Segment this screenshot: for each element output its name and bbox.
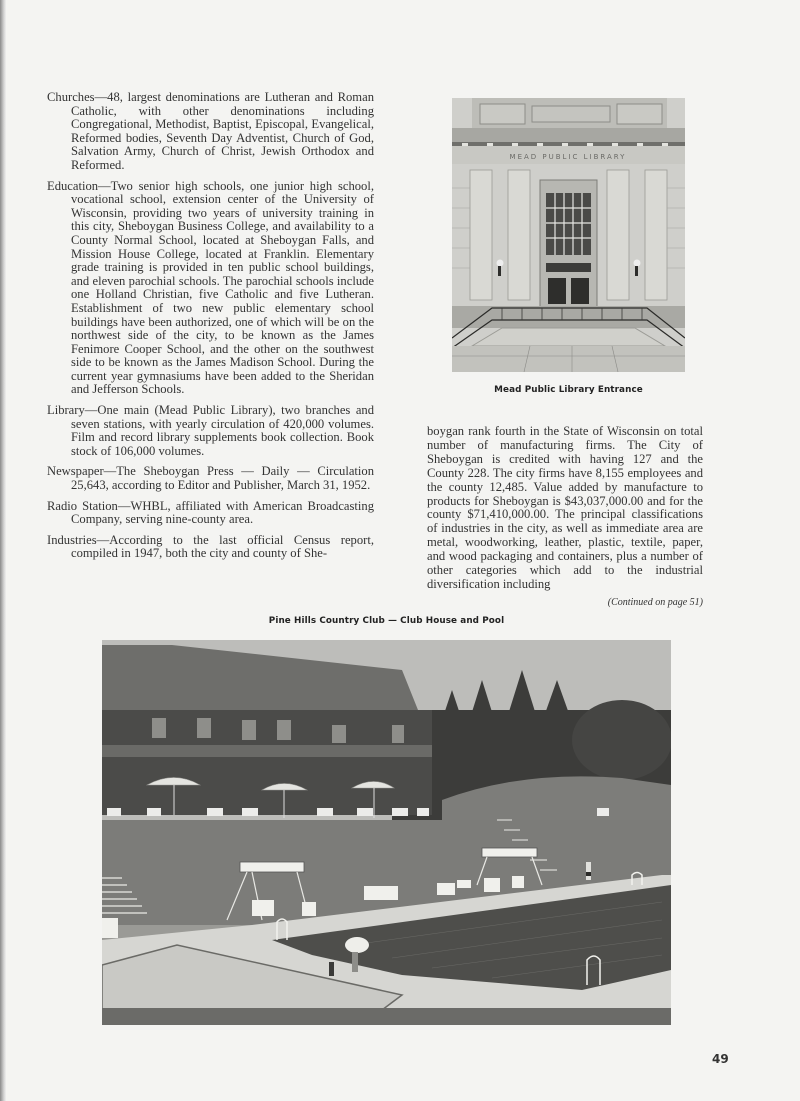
left-text-column: [47, 91, 374, 568]
page-gutter-shadow: [0, 0, 6, 1101]
entry-library: Library—One main (Mead Public Library), two branches and seven stations, with yearly circulation of 420,000 volumes. Film and record library supplements book collection. Book stock of 106,000 volumes.: [47, 403, 374, 458]
entry-churches: Churches—48, largest denominations are Lutheran and Roman Catholic, with other denominations including Congregational, Methodist, Baptist, Episcopal, Evangelical, Reformed bodies, Seventh Day Adventist, Church of God, Salvation Army, Church of Christ, Jewish Orthodox and Reformed.: [47, 90, 374, 172]
library-entrance-photo: [452, 98, 685, 372]
entry-education: Education—Two senior high schools, one junior high school, vocational school, extension center of the University of Wisconsin, providing two years of university training in this city, Sheboygan Business College, and availability to a County Normal School, located at Sheboygan Falls, and Mission House College, located at Franklin. Elementary grade training is provided in ten public school buildings, and eleven parochial schools. The parochial schools include one Holland Christian, five Catholic and five Lutheran. Establishment of two new public elementary school buildings have been authorized, one of which will be on the northwest side of the city, to be known as the James Fenimore Cooper School, and the other on the southwest side to be known as the James Madison School. During the current year gymnasiums have been added to the Sheridan and Jefferson Schools.: [47, 178, 374, 397]
library-inscription: MEAD PUBLIC LIBRARY: [509, 153, 627, 161]
pool-photo-caption: Pine Hills Country Club — Club House and Pool: [268, 616, 505, 626]
library-photo-caption: Mead Public Library Entrance: [494, 385, 643, 395]
page-number: 49: [712, 1052, 729, 1066]
right-text-column: [427, 425, 703, 610]
country-club-pool-photo: [102, 640, 671, 1025]
entry-industries: Industries—According to the last official Census report, compiled in 1947, both the city and county of She-: [47, 532, 374, 561]
entry-radio-station: Radio Station—WHBL, affiliated with American Broadcasting Company, serving nine-county area.: [47, 498, 374, 527]
continued-note: (Continued on page 51): [607, 596, 703, 608]
industries-continued-text: boygan rank fourth in the State of Wisconsin on total number of manufacturing firms. The City of Sheboygan is credited with having 127 and the County 228. The city firms have 8,155 employees and the county 12,485. Value added by manufacture to products for Sheboygan is $43,037,000.00 and for the county $71,410,000.00. The principal classifications of industries in the city, as well as immediate area are metal, woodworking, leather, plastic, textile, paper, and wood packaging and containers, plus a number of other categories which add to the industrial diversification including: [427, 424, 703, 591]
entry-newspaper: Newspaper—The Sheboygan Press — Daily — Circulation 25,643, according to Editor and Publisher, March 31, 1952.: [47, 464, 374, 493]
